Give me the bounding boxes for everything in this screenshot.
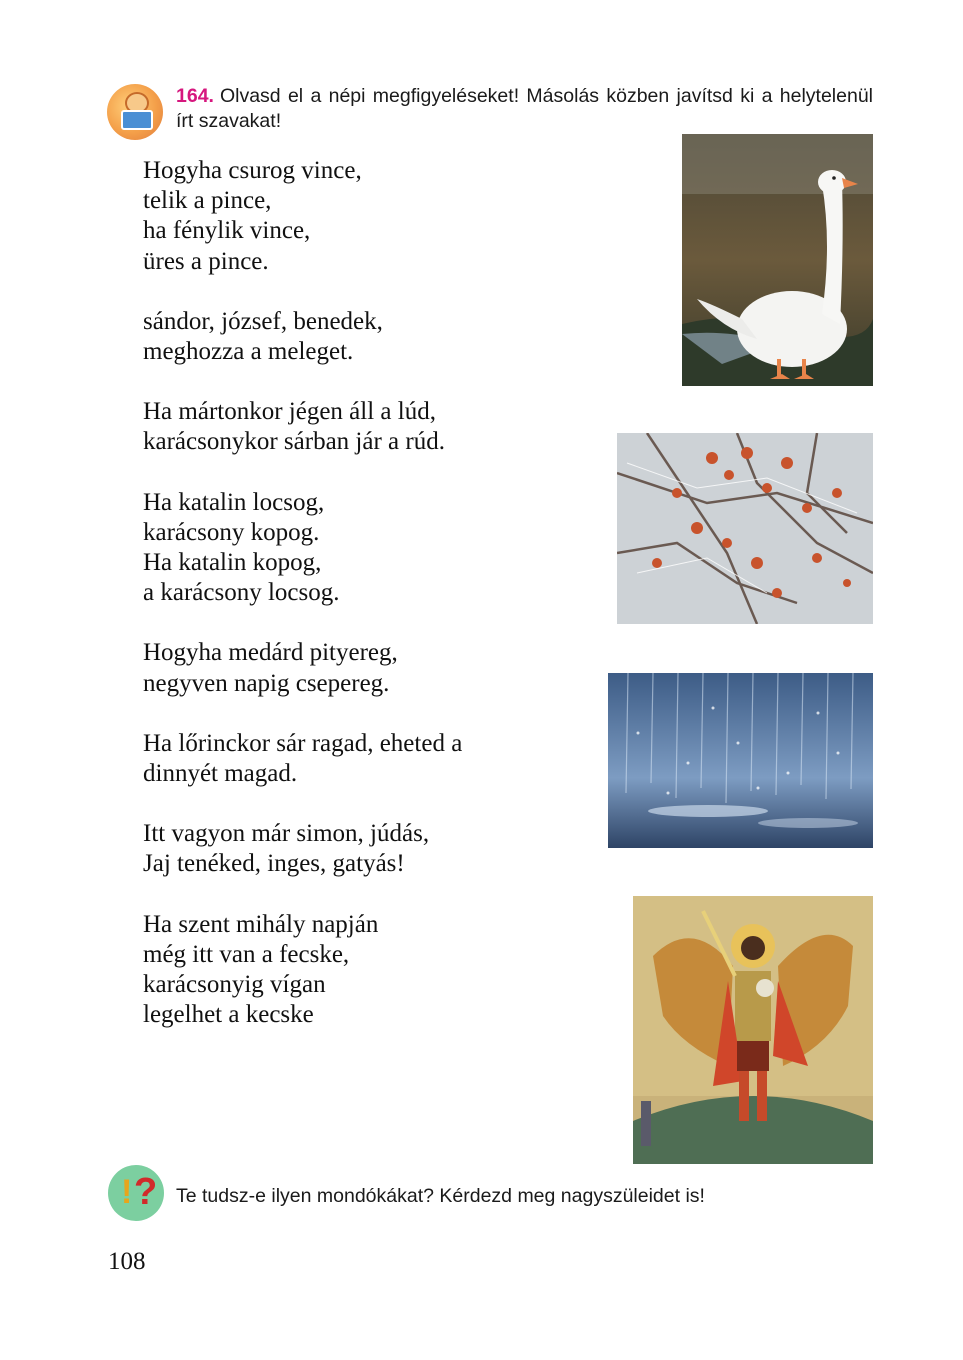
stanza	[143, 488, 583, 609]
poem-line: üres a pince.	[143, 247, 269, 275]
page-number: 108	[108, 1248, 146, 1275]
task-number: 164.	[176, 85, 214, 107]
stanza	[143, 819, 583, 879]
poem-line: negyven napig csepereg.	[143, 669, 390, 697]
poem-line: karácsony kopog.	[143, 518, 320, 546]
task-text: Olvasd el a népi megfigyeléseket! Másolás közben javítsd ki a helytelenül írt szavakat!	[176, 85, 873, 132]
stanza	[143, 910, 583, 1031]
poem-line: karácsonyig vígan	[143, 971, 326, 999]
question-text: Te tudsz-e ilyen mondókákat? Kérdezd meg nagyszüleidet is!	[176, 1185, 705, 1207]
question-exclamation-icon	[108, 1165, 164, 1221]
poem-line: Ha katalin kopog,	[143, 549, 322, 577]
poem-line: Ha szent mihály napján	[143, 910, 379, 938]
poem-line: még itt van a fecske,	[143, 940, 350, 968]
poem-line: dinnyét magad.	[143, 760, 298, 788]
poem-line: telik a pince,	[143, 187, 272, 215]
stanza	[143, 729, 583, 789]
exclamation-mark-icon: !	[121, 1173, 133, 1211]
poem	[143, 156, 583, 1060]
question-mark-icon: ?	[134, 1171, 158, 1213]
poem-line: karácsonykor sárban jár a rúd.	[143, 428, 445, 456]
poem-line: Hogyha csurog vince,	[143, 157, 362, 184]
poem-line: legelhet a kecske	[143, 1001, 314, 1029]
goose-photo	[682, 134, 873, 386]
poem-line: Jaj tenéked, inges, gatyás!	[143, 850, 405, 878]
poem-line: Ha lőrinckor sár ragad, eheted a	[143, 729, 463, 757]
poem-line: Hogyha medárd pityereg,	[143, 639, 398, 667]
archangel-icon-painting	[633, 896, 873, 1164]
stanza	[143, 156, 583, 277]
poem-line: Itt vagyon már simon, júdás,	[143, 820, 430, 848]
poem-line: Ha mártonkor jégen áll a lúd,	[143, 398, 436, 426]
book-shape	[121, 110, 153, 130]
stanza	[143, 307, 583, 367]
poem-line: meghozza a meleget.	[143, 338, 354, 366]
poem-line: a karácsony locsog.	[143, 579, 340, 607]
task-instruction	[176, 84, 873, 134]
rain-photo	[608, 673, 873, 848]
stanza	[143, 397, 583, 457]
poem-line: ha fénylik vince,	[143, 217, 311, 245]
poem-line: Ha katalin locsog,	[143, 488, 325, 516]
stanza	[143, 638, 583, 698]
reading-child-icon	[107, 84, 163, 140]
frozen-berries-photo	[617, 433, 873, 624]
poem-line: sándor, józsef, benedek,	[143, 307, 383, 335]
